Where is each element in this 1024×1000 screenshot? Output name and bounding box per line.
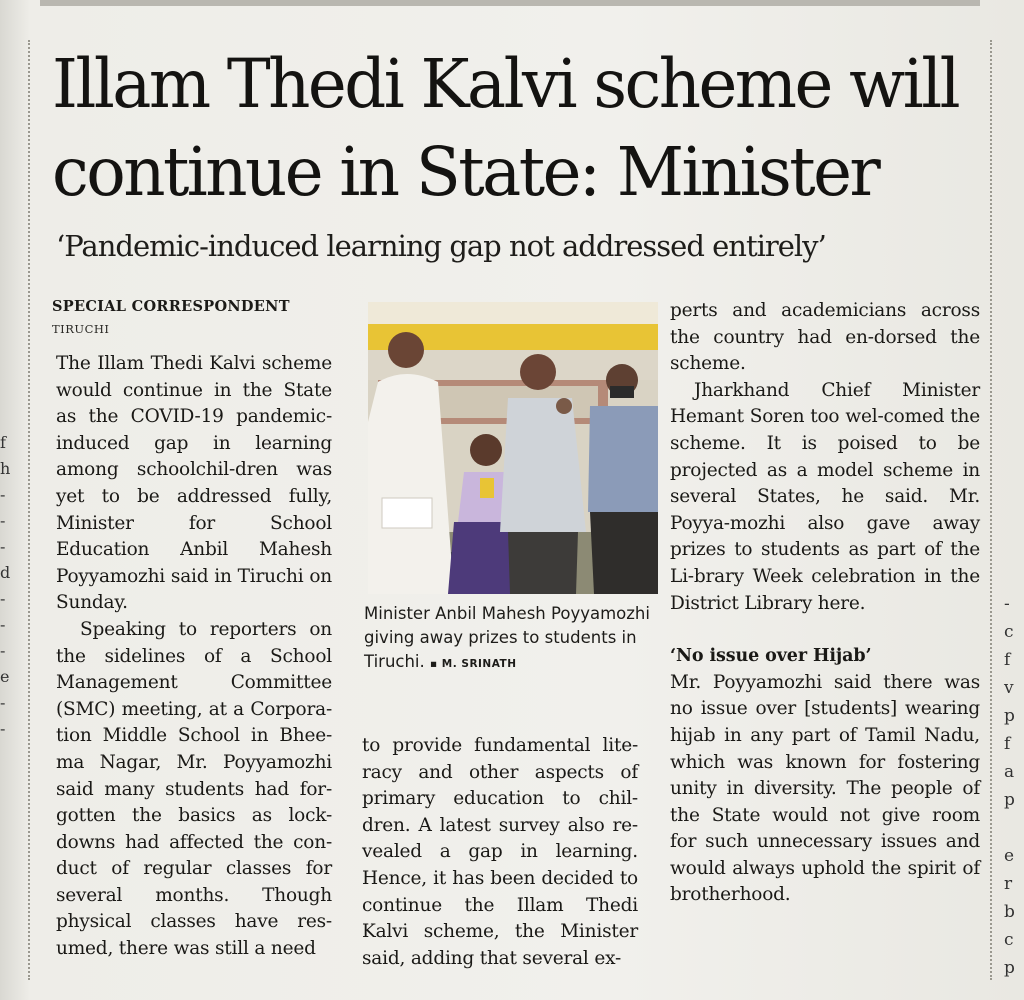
headline-line-2: continue in State: Minister	[52, 133, 879, 211]
edge-fragment: -	[0, 693, 6, 712]
edge-fragment: -	[0, 511, 6, 530]
dateline: TIRUCHI	[52, 322, 110, 336]
left-adjacent-column	[0, 430, 16, 742]
edge-fragment: p	[1004, 790, 1015, 810]
edge-fragment	[1004, 814, 1024, 842]
edge-fragment: h	[0, 459, 11, 478]
edge-fragment: c	[1004, 622, 1014, 642]
edge-fragment: c	[1004, 930, 1014, 950]
edge-fragment: -	[0, 615, 6, 634]
edge-fragment: e	[1004, 846, 1015, 866]
top-rule	[40, 0, 980, 6]
edge-fragment: f	[1004, 734, 1011, 754]
edge-fragment: e	[0, 667, 10, 686]
edge-fragment: p	[1004, 706, 1015, 726]
article-photo	[368, 302, 658, 594]
paragraph: Mr. Poyyamozhi said there was no issue over [students] wearing hijab in any part of Tamil Nadu, which was known for fostering unity in diversity. The people of the State would not give room for such unnecessary issues and would always uphold the spirit of brotherhood.	[670, 671, 980, 906]
photo-caption	[364, 602, 664, 676]
edge-fragment: f	[0, 433, 6, 452]
left-column-rule	[28, 40, 32, 980]
headline-line-1: Illam Thedi Kalvi scheme will	[52, 45, 959, 123]
article-column-2	[362, 733, 638, 972]
byline: SPECIAL CORRESPONDENT	[52, 298, 290, 315]
paragraph: to provide fundamental lite-racy and other aspects of primary education to chil-dren. A latest survey also re-vealed a gap in learning. Hence, it has been decided to continue the Illam Thedi Kalvi scheme, the Minister said, adding that several ex-	[362, 735, 638, 969]
caption-text: Minister Anbil Mahesh Poyyamozhi giving away prizes to students in Tiruchi.	[364, 604, 650, 671]
article-column-3	[670, 298, 980, 909]
photo-illustration	[368, 302, 658, 594]
edge-fragment: f	[1004, 650, 1011, 670]
paragraph: Speaking to reporters on the sidelines of a School Management Committee (SMC) meeting, at a Corpora-tion Middle School in Bhee-ma Nagar, Mr. Poyyamozhi said many students had for-gotten the basics as lock-downs had affected the con-duct of regular classes for several months. Though physical classes have res-umed, there was still a need	[56, 618, 332, 960]
edge-fragment: p	[1004, 958, 1015, 978]
edge-fragment: -	[0, 719, 6, 738]
edge-fragment: v	[1004, 678, 1014, 698]
edge-fragment: -	[0, 589, 6, 608]
headline	[52, 40, 963, 216]
photo-credit: ▪ M. SRINATH	[430, 658, 517, 670]
edge-fragment: -	[0, 641, 6, 660]
paragraph: The Illam Thedi Kalvi scheme would continue in the State as the COVID-19 pandemic-induced gap in learning among schoolchil-dren was yet to be addressed fully, Minister for School Education Anbil Mahesh Poyyamozhi said in Tiruchi on Sunday.	[56, 353, 332, 614]
right-adjacent-column	[1004, 590, 1024, 982]
article-column-1	[56, 351, 332, 963]
right-column-rule	[990, 40, 994, 980]
subsection-heading: ‘No issue over Hijab’	[670, 646, 872, 667]
edge-fragment: -	[0, 485, 6, 504]
edge-fragment: d	[0, 563, 11, 582]
edge-fragment: -	[0, 537, 6, 556]
edge-fragment: a	[1004, 762, 1015, 782]
paragraph: Jharkhand Chief Minister Hemant Soren too wel-comed the scheme. It is poised to be projected as a model scheme in several States, he said. Mr. Poyya-mozhi also gave away prizes to students as part of the Li-brary Week celebration in the District Library here.	[670, 379, 980, 614]
edge-fragment: b	[1004, 902, 1015, 922]
edge-fragment: -	[1004, 594, 1010, 614]
paragraph: perts and academicians across the country had en-dorsed the scheme.	[670, 300, 980, 375]
edge-fragment: r	[1004, 874, 1013, 894]
subheadline: ‘Pandemic-induced learning gap not addressed entirely’	[56, 229, 826, 263]
